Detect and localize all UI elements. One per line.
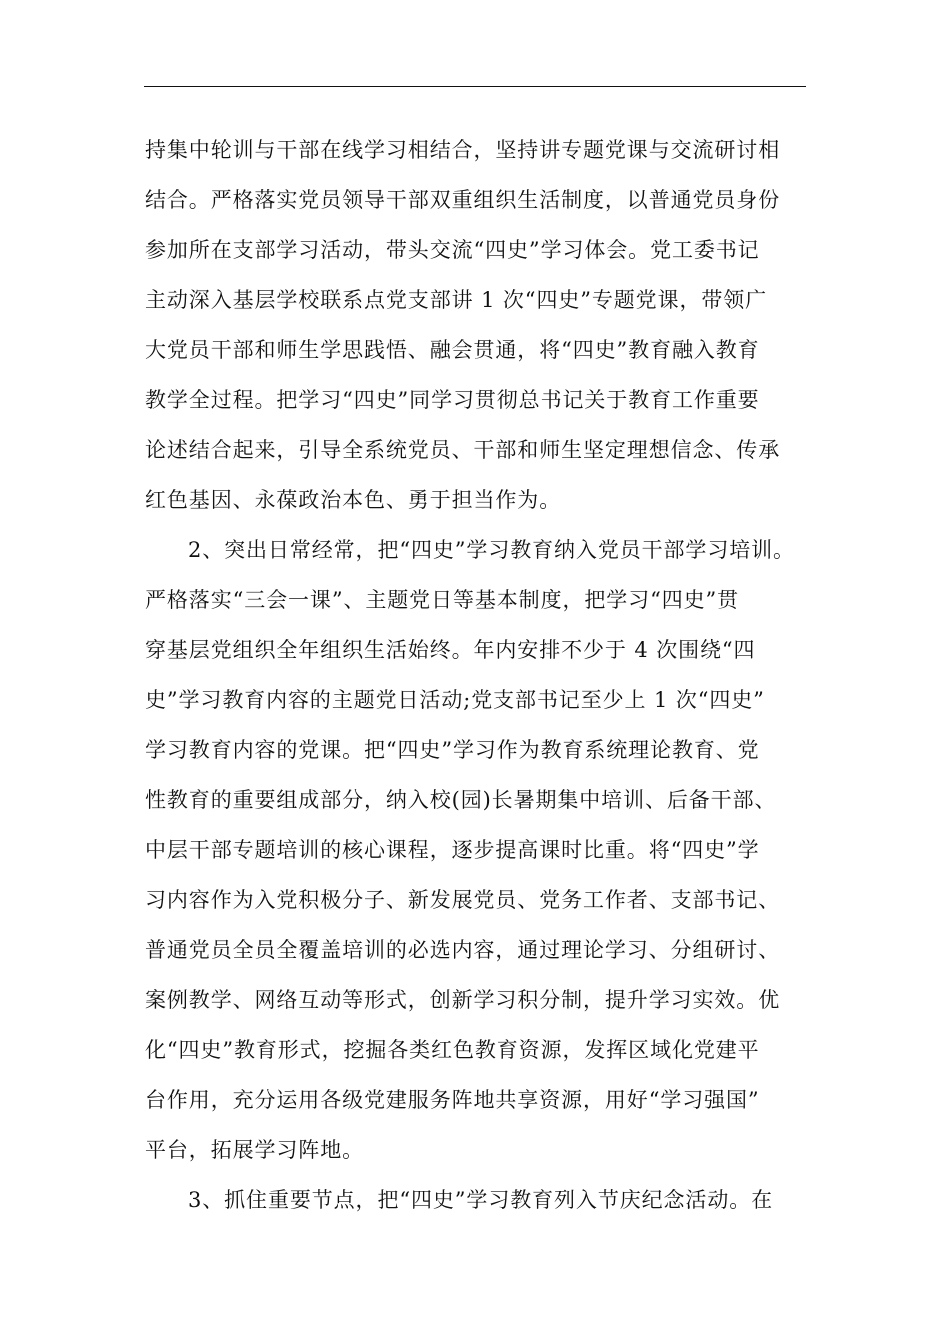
- text-line: 性教育的重要组成部分，纳入校(园)长暑期集中培训、后备干部、: [145, 788, 777, 812]
- text-line: 参加所在支部学习活动，带头交流“四史”学习体会。党工委书记: [145, 238, 760, 262]
- text-line: 严格落实“三会一课”、主题党日等基本制度，把学习“四史”贯: [145, 588, 740, 612]
- text-line: 史”学习教育内容的主题党日活动;党支部书记至少上 1 次“四史”: [145, 688, 765, 712]
- header-rule: [144, 86, 806, 87]
- text-line: 论述结合起来，引导全系统党员、干部和师生坚定理想信念、传承: [145, 438, 781, 462]
- text-line: 教学全过程。把学习“四史”同学习贯彻总书记关于教育工作重要: [145, 388, 760, 412]
- paragraph-start-line: 3、抓住重要节点，把“四史”学习教育列入节庆纪念活动。在: [188, 1188, 774, 1212]
- text-line: 平台，拓展学习阵地。: [145, 1138, 364, 1162]
- text-line: 结合。严格落实党员领导干部双重组织生活制度，以普通党员身份: [145, 188, 781, 212]
- text-line: 持集中轮训与干部在线学习相结合，坚持讲专题党课与交流研讨相: [145, 138, 781, 162]
- text-line: 中层干部专题培训的核心课程，逐步提高课时比重。将“四史”学: [145, 838, 760, 862]
- text-line: 习内容作为入党积极分子、新发展党员、党务工作者、支部书记、: [145, 888, 781, 912]
- text-line: 学习教育内容的党课。把“四史”学习作为教育系统理论教育、党: [145, 738, 760, 762]
- text-line: 主动深入基层学校联系点党支部讲 1 次“四史”专题党课，带领广: [145, 288, 768, 312]
- paragraph-start-line: 2、突出日常经常，把“四史”学习教育纳入党员干部学习培训。: [188, 538, 795, 562]
- text-line: 化“四史”教育形式，挖掘各类红色教育资源，发挥区域化党建平: [145, 1038, 760, 1062]
- text-line: 大党员干部和师生学思践悟、融会贯通，将“四史”教育融入教育: [145, 338, 760, 362]
- text-line: 穿基层党组织全年组织生活始终。年内安排不少于 4 次围绕“四: [145, 638, 756, 662]
- text-line: 台作用，充分运用各级党建服务阵地共享资源，用好“学习强国”: [145, 1088, 760, 1112]
- text-line: 红色基因、永葆政治本色、勇于担当作为。: [145, 488, 562, 512]
- text-line: 普通党员全员全覆盖培训的必选内容，通过理论学习、分组研讨、: [145, 938, 781, 962]
- text-line: 案例教学、网络互动等形式，创新学习积分制，提升学习实效。优: [145, 988, 781, 1012]
